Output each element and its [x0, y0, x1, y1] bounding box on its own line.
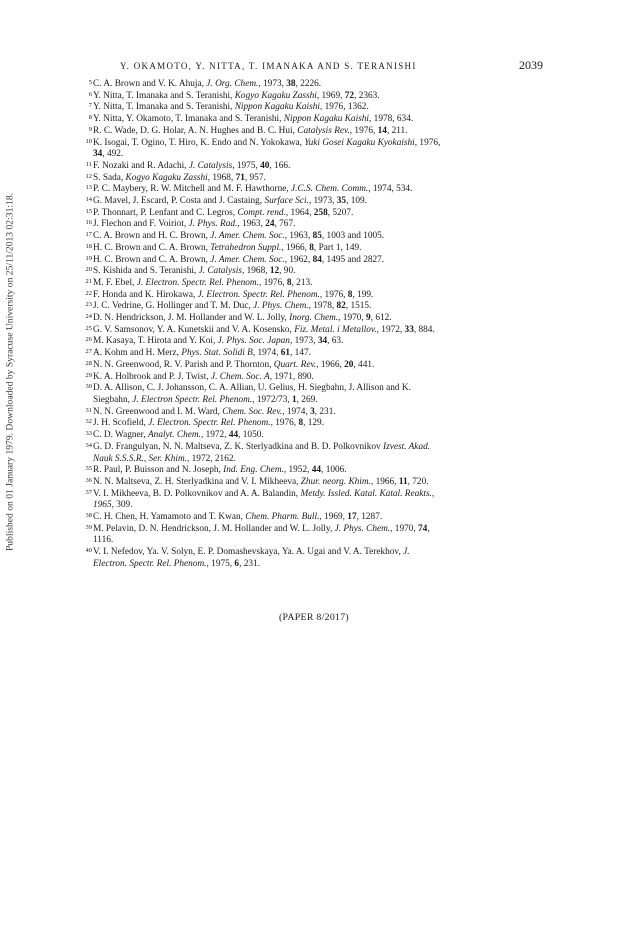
volume-number: 3: [310, 406, 315, 417]
volume-number: 34: [93, 149, 103, 160]
reference-text: N. N. Greenwood and I. M. Ward,: [93, 406, 223, 417]
volume-number: 44: [228, 430, 239, 441]
reference-list: [80, 79, 548, 571]
reference-text: K. A. Holbrook and P. J. Twist,: [93, 371, 211, 382]
reference-number: 32: [85, 418, 92, 426]
reference-text: , 1969,: [319, 512, 348, 523]
reference-item: [80, 442, 548, 465]
reference-number: 23: [85, 301, 92, 309]
journal-title: Fiz. Metal. i Metallov.: [294, 324, 377, 335]
reference-item: [80, 173, 548, 185]
reference-continuation: [93, 500, 548, 512]
reference-item: [80, 489, 548, 512]
reference-continuation: [93, 395, 548, 407]
reference-text: , 1973,: [308, 196, 337, 207]
reference-text: D. N. Hendrickson, J. M. Hollander and W. L. Jolly,: [93, 313, 290, 324]
reference-item: [80, 383, 548, 406]
reference-text: , 1973,: [289, 336, 318, 347]
journal-title: J. Electron. Spectr. Rel. Phenom.: [197, 289, 320, 300]
reference-number: 6: [88, 90, 92, 98]
reference-text: F. Nozaki and R. Adachi,: [93, 160, 189, 171]
reference-item: [80, 161, 548, 173]
volume-number: 1: [292, 394, 297, 405]
reference-item: [80, 255, 548, 267]
reference-text: , 2226.: [295, 79, 322, 89]
journal-title: Phys. Stat. Solidi B: [181, 348, 253, 359]
reference-text: , 1966,: [370, 476, 399, 487]
journal-title: Izvest. Akad.: [382, 441, 431, 452]
journal-title: J. Phys. Chem.: [334, 523, 391, 534]
reference-text: , 199.: [352, 289, 374, 300]
reference-item: [80, 465, 548, 477]
volume-number: 8: [298, 418, 304, 429]
reference-number: 37: [85, 488, 92, 496]
reference-text: , 211.: [386, 125, 408, 136]
reference-text: , 1976,: [258, 277, 287, 288]
journal-title: Analyt. Chem.: [148, 430, 201, 441]
reference-number: 5: [88, 79, 92, 86]
volume-number: 72: [344, 90, 355, 101]
reference-text: , 720.: [407, 476, 429, 487]
reference-text: R. Paul, P. Buisson and N. Joseph,: [93, 465, 224, 476]
reference-text: , 63.: [327, 336, 344, 347]
volume-number: 61: [280, 348, 291, 359]
volume-number: 11: [398, 476, 408, 487]
reference-text: V. I. Nefedov, Ya. V. Solyn, E. P. Domashevskaya, Ya. A. Ugai and V. A. Terekhov,: [93, 547, 404, 558]
reference-item: [80, 301, 548, 313]
reference-text: , 1966,: [281, 242, 310, 253]
reference-text: C. D. Wagner,: [93, 430, 148, 441]
reference-text: N. N. Greenwood, R. V. Parish and P. Thornton,: [93, 359, 274, 370]
reference-text: D. A. Allison, C. J. Johansson, C. A. Allian, U. Gelius, H. Siegbahn, J. Allison and K.: [93, 383, 411, 394]
reference-item: [80, 348, 548, 360]
reference-text: , 5207.: [327, 207, 354, 218]
reference-text: , 1972, 2162.: [187, 453, 236, 464]
reference-text: , 1962,: [284, 254, 313, 265]
reference-continuation: [93, 454, 548, 466]
reference-item: [80, 208, 548, 220]
volume-number: 12: [269, 266, 280, 277]
journal-title: J.: [403, 547, 410, 558]
paper-number: (PAPER 8/2017): [279, 612, 349, 623]
reference-text: Siegbahn,: [93, 394, 133, 405]
reference-text: , 1966,: [316, 359, 345, 370]
reference-text: , 213.: [291, 277, 313, 288]
reference-number: 19: [85, 254, 92, 262]
journal-title: J. Amer. Chem. Soc.: [210, 231, 285, 242]
journal-title: Quart. Rev.: [273, 359, 317, 370]
reference-text: M. Kasaya, T. Hirota and Y. Koi,: [93, 336, 218, 347]
volume-number: 6: [234, 558, 240, 569]
reference-item: [80, 512, 548, 524]
reference-item: [80, 196, 548, 208]
reference-text: , Part 1, 149.: [313, 242, 362, 253]
reference-text: , 1972/73,: [252, 394, 292, 405]
reference-number: 22: [85, 289, 92, 297]
journal-title: Nippon Kagaku Kaishi: [234, 102, 320, 113]
download-watermark: [0, 0, 18, 937]
reference-text: , 1969,: [316, 90, 345, 101]
reference-number: 10: [85, 137, 92, 145]
reference-text: 1116.: [93, 535, 114, 546]
reference-text: , 767.: [274, 219, 296, 230]
reference-item: [80, 219, 548, 231]
reference-number: 26: [85, 336, 92, 344]
reference-text: A. Kohm and H. Merz,: [93, 348, 182, 359]
volume-number: 44: [311, 465, 322, 476]
reference-text: , 1006.: [321, 465, 347, 476]
running-head: Y. OKAMOTO, Y. NITTA, T. IMANAKA AND S. TERANISHI: [120, 61, 417, 71]
reference-number: 38: [85, 512, 92, 520]
reference-text: , 269.: [296, 394, 318, 405]
journal-title: Surface Sci.: [264, 196, 309, 207]
journal-title: Chem. Pharm. Bull.: [245, 512, 320, 523]
reference-item: [80, 91, 548, 103]
reference-text: J. H. Scofield,: [93, 418, 149, 429]
reference-text: , 166.: [269, 160, 291, 171]
reference-text: H. C. Brown and C. A. Brown,: [93, 254, 211, 265]
volume-number: 33: [404, 324, 414, 335]
reference-text: , 884.: [413, 324, 435, 335]
journal-title: J.C.S. Chem. Comm.: [291, 184, 369, 195]
reference-number: 9: [88, 125, 92, 133]
reference-text: , 309.: [111, 500, 133, 511]
reference-text: , 109.: [346, 196, 367, 207]
reference-text: , 1974, 534.: [368, 184, 413, 195]
reference-text: , 1968,: [241, 266, 270, 277]
journal-title: Ind. Eng. Chem.: [223, 465, 284, 476]
volume-number: 8: [286, 277, 292, 288]
reference-number: 18: [85, 242, 92, 250]
reference-number: 13: [85, 184, 92, 192]
reference-text: , 231.: [239, 558, 260, 569]
reference-text: V. I. Mikheeva, B. D. Polkovnikov and A. A. Balandin,: [93, 488, 301, 499]
reference-number: 12: [85, 172, 92, 180]
reference-item: [80, 372, 548, 384]
reference-number: 33: [85, 430, 92, 438]
reference-text: , 1970,: [390, 523, 419, 534]
journal-title: Tetrahedron Suppl.: [210, 242, 282, 253]
volume-number: 84: [312, 254, 322, 265]
reference-text: C. A. Brown and V. K. Ahuja,: [93, 79, 207, 89]
reference-number: 15: [85, 207, 92, 215]
reference-text: G. D. Frangulyan, N. N. Maltseva, Z. K. Sterlyadkina and B. D. Polkovnikov: [93, 441, 383, 452]
journal-title: Electron. Spectr. Rel. Phenom.: [93, 558, 207, 569]
page-number: 2039: [519, 58, 543, 72]
reference-text: G. V. Samsonov, Y. A. Kunetskii and V. A. Kosensko,: [93, 324, 295, 335]
journal-title: J. Catalysis: [188, 160, 233, 171]
reference-number: 8: [88, 114, 92, 122]
reference-text: Y. Nitta, T. Imanaka and S. Teranishi,: [93, 102, 235, 113]
reference-text: J. C. Vedrine, G. Hollinger and T. M. Duc,: [93, 301, 254, 312]
reference-item: [80, 407, 548, 419]
reference-number: 27: [85, 348, 92, 356]
journal-title: J. Electron Spectr. Rel. Phenom.: [132, 394, 253, 405]
reference-item: [80, 336, 548, 348]
journal-title: Kogyo Kagaku Zasshi: [125, 172, 208, 183]
volume-number: 24: [265, 219, 275, 230]
reference-number: 39: [85, 523, 92, 531]
reference-text: , 1963,: [237, 219, 266, 230]
reference-item: [80, 266, 548, 278]
journal-title: Catalysis Rev.: [297, 125, 350, 136]
journal-title: Kogyo Kagaku Zasshi: [234, 90, 317, 101]
volume-number: 38: [286, 79, 296, 89]
journal-title: Zhur. neorg. Khim.: [300, 476, 371, 487]
reference-text: , 1495 and 2827.: [321, 254, 385, 265]
journal-title: Chem. Soc. Rev.: [222, 406, 283, 417]
reference-item: [80, 114, 548, 126]
reference-item: [80, 243, 548, 255]
reference-number: 16: [85, 219, 92, 227]
reference-number: 21: [85, 277, 92, 285]
reference-text: C. A. Brown and H. C. Brown,: [93, 231, 211, 242]
reference-text: K. Isogai, T. Ogino, T. Hiro, K. Endo and N. Yokokawa,: [93, 137, 305, 148]
reference-text: , 441.: [353, 359, 375, 370]
reference-text: , 1972,: [376, 324, 405, 335]
reference-text: , 1975,: [232, 160, 261, 171]
volume-number: 82: [336, 301, 346, 312]
reference-text: , 129.: [303, 418, 325, 429]
volume-number: 40: [260, 160, 270, 171]
reference-text: P. C. Maybery, R. W. Mitchell and M. F. Hawthorne,: [93, 184, 292, 195]
reference-number: 29: [85, 371, 92, 379]
reference-text: ,: [431, 488, 435, 499]
volume-number: 9: [366, 313, 371, 324]
journal-title: J. Phys. Soc. Japan: [217, 336, 290, 347]
reference-text: C. H. Chen, H. Yamamoto and T. Kwan,: [93, 512, 246, 523]
volume-number: 17: [347, 512, 357, 523]
reference-text: , 1976,: [349, 125, 378, 136]
reference-item: [80, 79, 548, 91]
reference-number: 25: [85, 324, 92, 332]
reference-text: Y. Nitta, T. Imanaka and S. Teranishi,: [93, 90, 235, 101]
volume-number: 71: [235, 172, 245, 183]
volume-number: 258: [313, 207, 328, 218]
reference-number: 34: [85, 441, 92, 449]
reference-item: [80, 418, 548, 430]
reference-item: [80, 290, 548, 302]
reference-text: , 1976, 1362.: [319, 102, 369, 113]
reference-text: , 612.: [370, 313, 392, 324]
journal-title: Metdy. Issled. Katal. Katal. Reakts.: [300, 488, 432, 499]
reference-text: , 1970,: [338, 313, 367, 324]
journal-title: Yuki Gosei Kagaku Kyokaishi: [304, 137, 415, 148]
reference-text: , 147.: [290, 348, 311, 359]
reference-text: J. Flechon and F. Voiriot,: [93, 219, 189, 230]
reference-number: 20: [85, 266, 92, 274]
reference-text: M. F. Ebel,: [93, 277, 137, 288]
reference-continuation: [93, 149, 548, 161]
journal-title: J. Org. Chem.: [206, 79, 259, 89]
reference-item: [80, 278, 548, 290]
reference-text: S. Kishida and S. Teranishi,: [93, 266, 199, 277]
reference-text: , 1974,: [282, 406, 311, 417]
page-header: [95, 58, 543, 75]
volume-number: 74: [418, 523, 428, 534]
reference-text: , 1976,: [319, 289, 348, 300]
volume-number: 8: [347, 289, 353, 300]
volume-number: 35: [336, 196, 347, 207]
reference-number: 36: [85, 476, 92, 484]
journal-title: J. Phys. Chem.: [253, 301, 309, 312]
volume-number: 34: [317, 336, 328, 347]
journal-title: J. Amer. Chem. Soc.: [210, 254, 285, 265]
reference-item: [80, 360, 548, 372]
journal-title: Nippon Kagaku Kaishi: [283, 114, 370, 125]
reference-text: , 492.: [102, 149, 124, 160]
reference-item: [80, 313, 548, 325]
reference-item: [80, 547, 548, 570]
journal-title: Compt. rend.: [237, 207, 286, 218]
volume-number: 8: [309, 242, 314, 253]
journal-title: Inorg. Chem.: [289, 313, 339, 324]
journal-title: J. Chem. Soc. A: [210, 371, 270, 382]
reference-text: , 1974,: [252, 348, 281, 359]
reference-item: [80, 477, 548, 489]
journal-title: J. Catalysis: [198, 266, 242, 277]
reference-item: [80, 524, 548, 547]
reference-text: , 1964,: [285, 207, 314, 218]
reference-text: , 1976,: [414, 137, 441, 148]
reference-text: , 1963,: [284, 231, 313, 242]
reference-text: , 1952,: [283, 465, 312, 476]
reference-number: 30: [85, 383, 92, 391]
journal-title: J. Phys. Rad.: [188, 219, 238, 230]
journal-title: 1965: [93, 500, 112, 511]
reference-text: , 1971, 890.: [269, 371, 314, 382]
reference-text: , 231.: [314, 406, 336, 417]
reference-item: [80, 325, 548, 337]
reference-text: ,: [427, 523, 430, 534]
journal-title: J. Electron. Spectr. Rel. Phenom.: [136, 277, 259, 288]
reference-item: [80, 138, 548, 161]
reference-text: , 1050.: [238, 430, 264, 441]
reference-text: , 1975,: [206, 558, 235, 569]
volume-number: 14: [377, 125, 387, 136]
download-notice-text: Published on 01 January 1979. Downloaded by Syracuse University on 25/11/2013 02:31:18.: [4, 192, 16, 552]
reference-text: , 2363.: [354, 90, 380, 101]
reference-text: , 1003 and 1005.: [321, 231, 385, 242]
journal-title: Nauk S.S.S.R., Ser. Khim.: [93, 453, 187, 464]
reference-text: , 1968,: [207, 172, 236, 183]
reference-number: 14: [85, 196, 92, 204]
reference-text: , 1976,: [270, 418, 299, 429]
reference-number: 7: [88, 102, 92, 110]
reference-continuation: [93, 559, 548, 571]
reference-text: M. Pelavin, D. N. Hendrickson, J. M. Hollander and W. L. Jolly,: [93, 523, 335, 534]
reference-number: 40: [85, 547, 92, 555]
reference-item: [80, 102, 548, 114]
reference-text: G. Mavel, J. Escard, P. Costa and J. Castaing,: [93, 196, 265, 207]
reference-text: S. Sada,: [93, 172, 126, 183]
reference-text: , 957.: [244, 172, 266, 183]
reference-text: R. C. Wade, D. G. Holar, A. N. Hughes and B. C. Hui,: [93, 125, 298, 136]
reference-item: [80, 126, 548, 138]
reference-text: P. Thonnart, P. Lenfant and C. Legros,: [93, 207, 238, 218]
volume-number: 20: [344, 359, 354, 370]
reference-continuation: [93, 535, 548, 547]
reference-number: 35: [85, 465, 92, 473]
reference-number: 17: [85, 231, 92, 239]
reference-text: , 90.: [279, 266, 296, 277]
reference-text: , 1287.: [356, 512, 383, 523]
reference-text: N. N. Maltseva, Z. H. Sterlyadkina and V. I. Mikheeva,: [93, 476, 301, 487]
reference-text: F. Honda and K. Hirokawa,: [93, 289, 198, 300]
reference-text: , 1972,: [200, 430, 229, 441]
reference-item: [80, 231, 548, 243]
reference-item: [80, 184, 548, 196]
volume-number: 85: [312, 231, 322, 242]
reference-text: , 1978, 634.: [369, 114, 414, 125]
journal-title: J. Electron. Spectr. Rel. Phenom.: [148, 418, 271, 429]
reference-text: H. C. Brown and C. A. Brown,: [93, 242, 211, 253]
reference-text: , 1973,: [258, 79, 287, 89]
reference-number: 31: [85, 406, 92, 414]
reference-text: Y. Nitta, Y. Okamoto, T. Imanaka and S. Teranishi,: [93, 114, 284, 125]
reference-number: 24: [85, 313, 92, 321]
reference-number: 28: [85, 359, 92, 367]
reference-number: 11: [85, 160, 92, 168]
reference-text: , 1978,: [308, 301, 337, 312]
reference-text: , 1515.: [345, 301, 372, 312]
reference-item: [80, 430, 548, 442]
